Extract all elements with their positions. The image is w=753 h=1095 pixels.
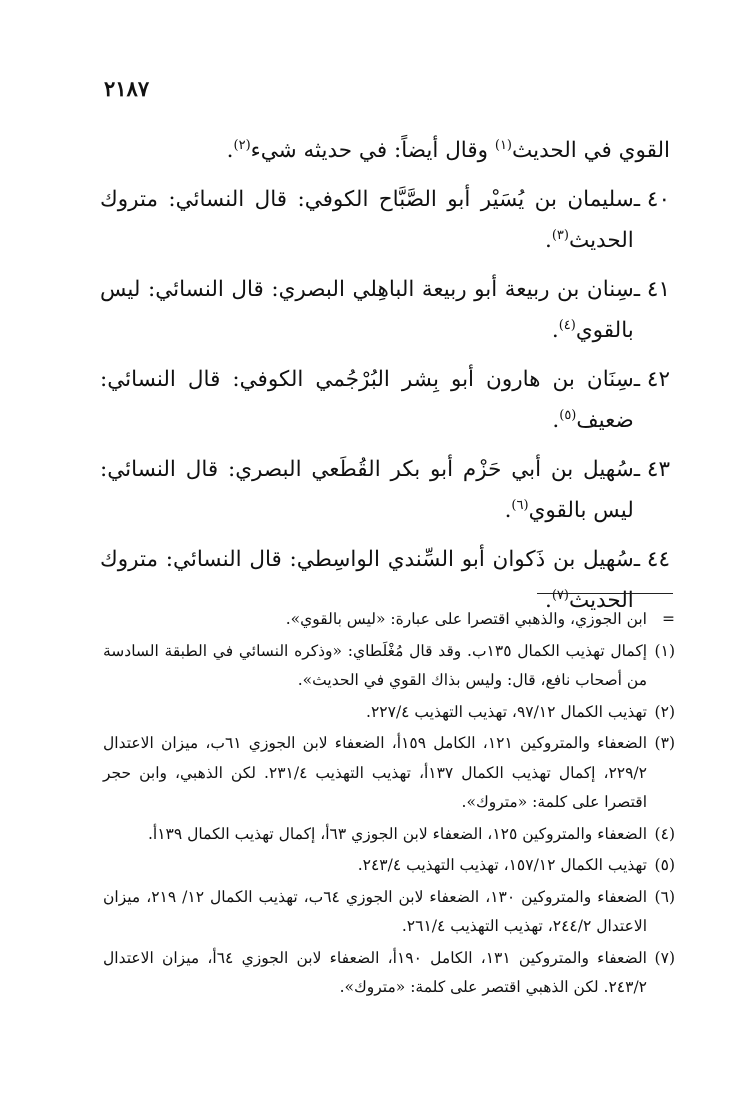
- footnote-text: تهذيب الكمال ٩٧/١٢، تهذيب التهذيب ٢٢٧/٤.: [366, 702, 647, 721]
- footnote-ref: (٢): [233, 137, 251, 153]
- entry-text: [100, 449, 634, 531]
- footnote-divider: [537, 593, 673, 594]
- entry-41: [100, 269, 670, 351]
- entry-text: [100, 269, 634, 351]
- entry-end: .: [544, 588, 552, 613]
- continuation-text: القوي في الحديث: [512, 138, 670, 163]
- entry-text: [100, 179, 634, 261]
- footnotes: [103, 605, 675, 1005]
- entry-number: ٤١ ـ: [633, 277, 670, 302]
- entry-number: ٤٠ ـ: [633, 187, 670, 212]
- entry-end: .: [551, 318, 559, 343]
- entry-40: [100, 179, 670, 261]
- footnote-number: (٣): [654, 734, 675, 752]
- entry-number: ٤٤ ـ: [633, 547, 670, 572]
- footnote-number: (١): [654, 641, 675, 660]
- entry-content: سُهيل بن ذَكوان أبو السِّندي الواسِطي: قال النسائي: متروك الحديث: [100, 547, 634, 613]
- footnote-text: الضعفاء والمتروكين ١٣٠، الضعفاء لابن الجوزي ٦٤ب، تهذيب الكمال ١٢/ ٢١٩، ميزان الاعتدال ٢٤٤/٢، تهذيب التهذيب ٢٦١/٤.: [103, 887, 647, 935]
- entry-content: سِنَان بن هارون أبو بِشر البُرْجُمي الكوفي: قال النسائي: ضعيف: [100, 367, 634, 433]
- entry-43: [100, 449, 670, 531]
- page-number: ٢١٨٧: [104, 76, 150, 101]
- entry-end: .: [552, 408, 560, 433]
- entry-content: سِنان بن ربيعة أبو ربيعة الباهِلي البصري: قال النسائي: ليس بالقوي: [100, 277, 634, 343]
- footnote-number: (٢): [654, 702, 675, 721]
- entry-number: ٤٢ ـ: [633, 367, 670, 392]
- entry-end: .: [544, 228, 552, 253]
- entry-text: [100, 359, 634, 441]
- continuation-line: [100, 130, 670, 171]
- footnote-6: [103, 883, 675, 942]
- footnote-3: [103, 729, 675, 818]
- continuation-end: .: [226, 138, 234, 163]
- footnote-5: [103, 851, 675, 881]
- footnote-number: (٥): [654, 856, 675, 874]
- footnote-1: [103, 637, 675, 696]
- footnote-text: إكمال تهذيب الكمال ١٣٥ب. وقد قال مُغْلَطاي: «وذكره النسائي في الطبقة السادسة من أصحاب نافع، قال: وليس بذاك القوي في الحديث».: [103, 641, 648, 689]
- main-text: [100, 130, 670, 629]
- footnote-text: الضعفاء والمتروكين ١٢٥، الضعفاء لابن الجوزي ٦٣أ، إكمال تهذيب الكمال ١٣٩أ.: [148, 824, 647, 843]
- footnote-7: [103, 944, 675, 1003]
- footnote-ref: (١): [494, 137, 512, 153]
- footnote-continuation: [103, 605, 675, 635]
- footnote-text: ابن الجوزي، والذهبي اقتصرا على عبارة: «ليس بالقوي».: [285, 610, 647, 628]
- footnote-text: الضعفاء والمتروكين ١٣١، الكامل ١٩٠أ، الضعفاء لابن الجوزي ٦٤أ، ميزان الاعتدال ٢٤٣/٢. لكن الذهبي اقتصر على كلمة: «متروك».: [103, 948, 647, 996]
- footnote-text: تهذيب الكمال ١٥٧/١٢، تهذيب التهذيب ٢٤٣/٤.: [357, 856, 647, 874]
- entry-end: .: [504, 498, 512, 523]
- footnote-2: [103, 698, 675, 728]
- footnote-ref: (٦): [511, 497, 529, 513]
- footnote-ref: (٥): [559, 407, 577, 423]
- footnote-ref: (٣): [551, 227, 569, 243]
- footnote-number: (٧): [654, 948, 675, 967]
- footnote-number: (٦): [654, 887, 675, 906]
- footnote-ref: (٧): [551, 587, 569, 603]
- footnote-ref: (٤): [558, 317, 576, 333]
- entry-42: [100, 359, 670, 441]
- footnote-number: =: [662, 610, 675, 628]
- continuation-text: وقال أيضاً: في حديثه شيء: [250, 138, 495, 163]
- entry-content: سليمان بن يُسَيْر أبو الصَّبَّاح الكوفي: قال النسائي: متروك الحديث: [100, 187, 634, 253]
- footnote-4: [103, 820, 675, 850]
- entry-content: سُهيل بن أبي حَزْم أبو بكر القُطَعي البصري: قال النسائي: ليس بالقوي: [100, 457, 634, 523]
- footnote-text: الضعفاء والمتروكين ١٢١، الكامل ١٥٩أ، الضعفاء لابن الجوزي ٦١ب، ميزان الاعتدال ٢٢٩/٢، إكمال تهذيب الكمال ١٣٧أ، تهذيب التهذيب ٢٣١/٤. لكن الذهبي، وابن حجر اقتصرا على كلمة: «متروك».: [103, 734, 648, 811]
- entry-number: ٤٣ ـ: [633, 457, 670, 482]
- footnote-number: (٤): [654, 824, 675, 843]
